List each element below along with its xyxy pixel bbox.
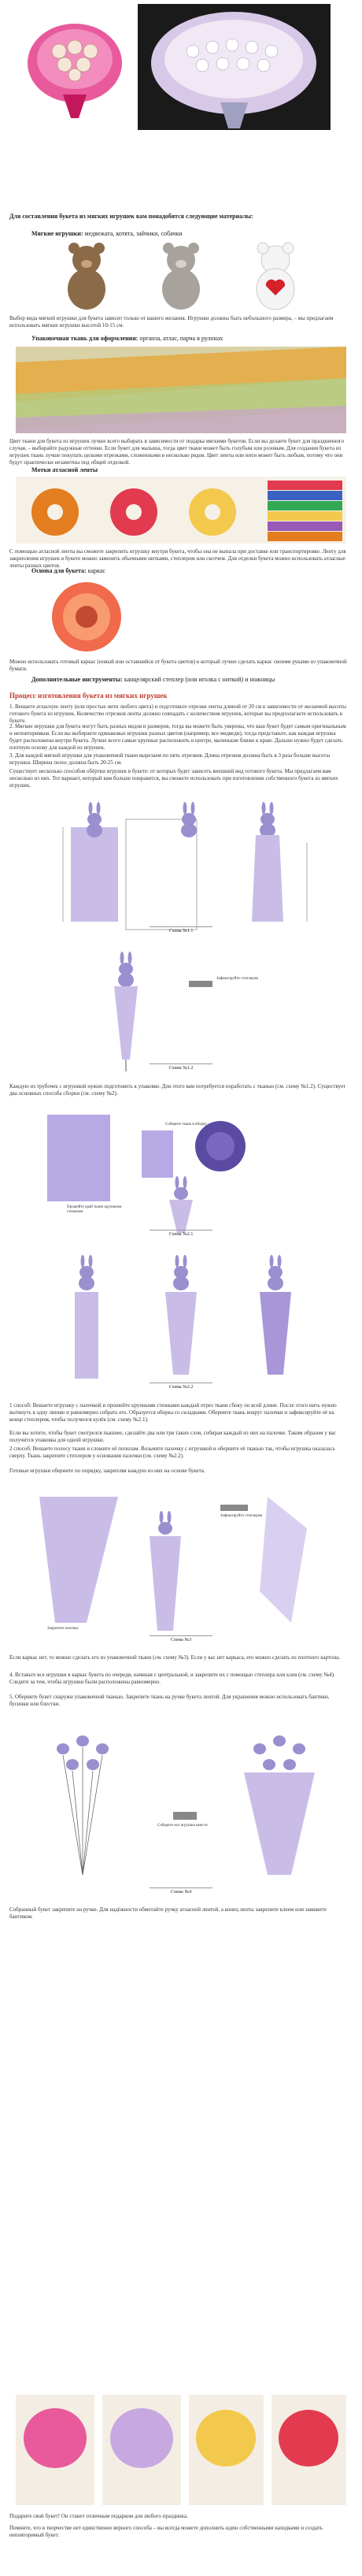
toys-image (24, 240, 338, 311)
scheme-4-drawing (31, 1717, 331, 1899)
process-p5: Каждую из трубочек с игрушкой нужно подготовить к упаковке. Для этого вам потребуется поработать с тканью (см. схему №1.2). Существует два основных способа сборки (см. схему №2). (9, 1083, 346, 1097)
ribbons-text: С помощью атласной ленты вы сможете закрепить игрушку внутри букета, чтобы она не выпала при доставке или транспортировке. Ленту для закрепления игрушек в букете можно заменить обычными нитками, степлером или скотчем. Для отделки букета можно использовать атласные ленты разных цветов. (9, 548, 346, 569)
final-photos (16, 2395, 346, 2505)
fabric-heading-rest: органза, атлас, парча в рулонах (138, 335, 223, 342)
organza-rolls-image (16, 347, 346, 433)
bear-white-heart (257, 243, 294, 310)
scheme-2-1-note-1: Прошейте край ткани крупными стежками (67, 1205, 122, 1214)
scheme-3 (31, 1481, 331, 1646)
scheme-2-1-note-2: Соберите ткань в оборку (165, 1123, 207, 1127)
process-p4: Существует несколько способов обёртки игрушек в букете: от которых будет зависеть внешний вид готового букета. Мы предлагаем вам несколько из них. Тот вариант, который вам больше понравится, вы сможете использовать при изготовлении собственного букета из мягких игрушек. (9, 768, 338, 789)
ribbons-heading: Мотки атласной ленты (31, 466, 98, 473)
ribbons-photo (16, 477, 346, 544)
process-p11: 4. Вставьте все игрушки в каркас букета по очереди, начиная с центральной, и закрепите их с помощью степлера или клея (см. схему №4). Следите за тем, чтобы игрушки были расположены равномерно. (9, 1672, 335, 1685)
process-p7: Если вы хотите, чтобы букет смотрелся пышнее, сделайте два или три таких слоя, собирая каждый из них на палочке. Таким образом у вас получится упаковка для одной игрушки. (9, 1430, 336, 1443)
tools-heading (31, 676, 275, 683)
scheme-3-note-1: Закрепите палочку (47, 1627, 79, 1631)
bouquet-pink-image (16, 16, 134, 122)
process-p12: 5. Оберните букет снаружи упаковочной тканью. Закрепите ткань на ручке букета лентой. Для украшения можно использовать бантики, бусинки или блестки. (9, 1694, 330, 1707)
base-photo (16, 579, 346, 654)
scheme-2-2-label: Схема №2.2 (150, 1383, 212, 1390)
scheme-2-1 (31, 1099, 331, 1241)
process-p3: 3. Для каждой мягкой игрушки для упаковочной ткани вырезаем по пять отрезков. Длина отрезков должна быть в 3 раза больше высоты игрушки. Ширина полос должна быть 20-25 см. (9, 752, 331, 766)
scheme-2-2 (31, 1249, 331, 1394)
toys-text: Выбор вида мягкой игрушки для букета зависит только от вашего желания. Игрушки должны быть небольшого размера, – мы предлагаем использовать мягкие игрушки высотой 10-15 см. (9, 315, 334, 328)
scheme-1-1 (31, 796, 331, 937)
bunny-1 (87, 802, 102, 837)
scheme-1-1-label: Схема №1.1 (150, 926, 212, 934)
toys-heading (31, 230, 183, 237)
toys-heading-rest: медвежата, котята, зайчики, собачки (83, 230, 183, 237)
fabric-heading (31, 335, 223, 342)
materials-title: Для составления букета из мягких игрушек вам понадобятся следующие материалы: (9, 213, 253, 220)
tools-heading-rest: канцелярский степлер (или иголка с ниткой) и ножницы (122, 676, 275, 683)
scheme-3-note-2: Зафиксируйте степлером (220, 1514, 263, 1518)
process-p10: Если каркас нет, то можно сделать его из упаковочной ткани (см. схему №3). Если у вас нет каркаса, его можно сделать из плотного картона. (9, 1654, 341, 1661)
base-heading-bold: Основа для букета: (31, 567, 87, 574)
process-p8: 2 способ: Вешаете полосу ткани и сложите её пополам. Возьмите палочку с игрушкой и оберните её тканью так, чтобы игрушка оказалась сверху. Ткань закрепите степлером у основания палочки (см. схему №2.2). (9, 1446, 335, 1459)
base-text: Можно использовать готовый каркас (новый или оставшийся от букета цветов) в который лучше сделать каркас своими руками из упаковочной бумаги. (9, 659, 347, 672)
scheme-3-drawing (31, 1481, 331, 1646)
process-p2: 2. Мягкие игрушки для букета могут быть разных видов и размеров, тогда вы можете быть уверены, что ваш букет будет самым оригинальным и неповторимым. Если вы выбираете одинаковые игрушки разных цветов (например, все медведи), тогда представьте, как каждая игрушка будет расположена внутри букета. Лучше всего самые крупные расположить в центре, маленькие ближе к краю. Дальше нужно будет сделать плотную основу для каждой из игрушек. (9, 723, 346, 751)
scheme-1-2-drawing (31, 945, 331, 1075)
scheme-4 (31, 1717, 331, 1899)
ribbon-spools-image (16, 477, 346, 544)
process-p15: Помните, что в творчестве нет единственно верного способа – вы всегда можете дополнить идею собственными находками и создать неповторимый букет. (9, 2525, 323, 2538)
fabric-text: Цвет ткани для букета из игрушек лучше всего выбирать в зависимости от подарка мягкими букетов. Если вы делаете букет для праздничного случая, – выбирайте радужные оттенки. Если букет для малыша, тогда цвет ткани может быть голубым или розовым. Для создания букета из игрушек ткань лучше покупать целыми отрезками, сложенными в несколько рядов. Цвет ленты или нити может быть любым, потому что они будут практически незаметны под общей отделкой. (9, 438, 345, 466)
bear-grey (162, 243, 200, 310)
bouquet-silver-image (138, 4, 331, 130)
process-p13: Собранный букет закрепите на ручке. Для надёжности обмотайте ручку атласной лентой, а конец ленты закрепите клеем или завяжите бантиком. (9, 1906, 327, 1920)
scheme-1-2-label: Схема №1.2 (150, 1063, 212, 1071)
frame-image (16, 579, 346, 654)
finished-bouquets-image (16, 2395, 346, 2505)
scheme-1-1-drawing (31, 796, 331, 937)
process-p9: Готовые игрушки оберните по порядку, закрепляя каждую из них на основе букета. (9, 1468, 205, 1474)
scheme-3-label: Схема №3 (150, 1635, 212, 1642)
fabric-heading-bold: Упаковочная ткань для оформления: (31, 335, 139, 342)
scheme-2-1-label: Схема №2.1 (150, 1230, 212, 1237)
process-p14: Подарите свой букет! Он станет отличным подарком для любого праздника. (9, 2513, 188, 2519)
process-p6: 1 способ: Вешаете игрушку с палочкой и прошейте крупными стежками каждый отрез ткани сбоку по всей длине. После этого нить нужно вытянуть в одну линию и равномерно собрать его. Образуется оборка со складками. Оберните ткань вокруг палочки и зафиксируйте её на конце степлером, чтобы получился кулёк (см. схему №2.1). (9, 1402, 337, 1423)
base-heading (31, 567, 105, 574)
toys-photo (24, 240, 338, 311)
scheme-2-2-drawing (31, 1249, 331, 1394)
base-heading-rest: каркас (86, 567, 105, 574)
scheme-4-label: Схема №4 (150, 1887, 212, 1895)
scheme-4-note: Соберите все игрушки вместе (157, 1824, 208, 1828)
bear-brown (68, 243, 105, 310)
scheme-1-2-note: Зафиксируйте степлером (216, 977, 259, 981)
hero-bouquet-photo-left (16, 16, 134, 122)
tools-heading-bold: Дополнительные инструменты: (31, 676, 123, 683)
fabric-photo (16, 347, 346, 433)
bunny-2 (181, 802, 197, 837)
process-p1: 1. Вешаете атласную ленту (или простые нити любого цвета) и подготовьте отрезки ленты длиной от 20 см в зависимости от желаемой высоты готового букета из игрушек. Количество отрезков ленты должно совпадать с количеством игрушек, которые вы предполагаете использовать в букете. (9, 703, 347, 724)
scheme-2-1-drawing (31, 1099, 331, 1241)
toys-heading-bold: Мягкие игрушки: (31, 230, 83, 237)
hero-bouquet-photo-right (138, 4, 331, 130)
process-title: Процесс изготовления букета из мягких игрушек (9, 692, 168, 700)
scheme-1-2 (31, 945, 331, 1075)
bunny-3 (260, 802, 275, 837)
